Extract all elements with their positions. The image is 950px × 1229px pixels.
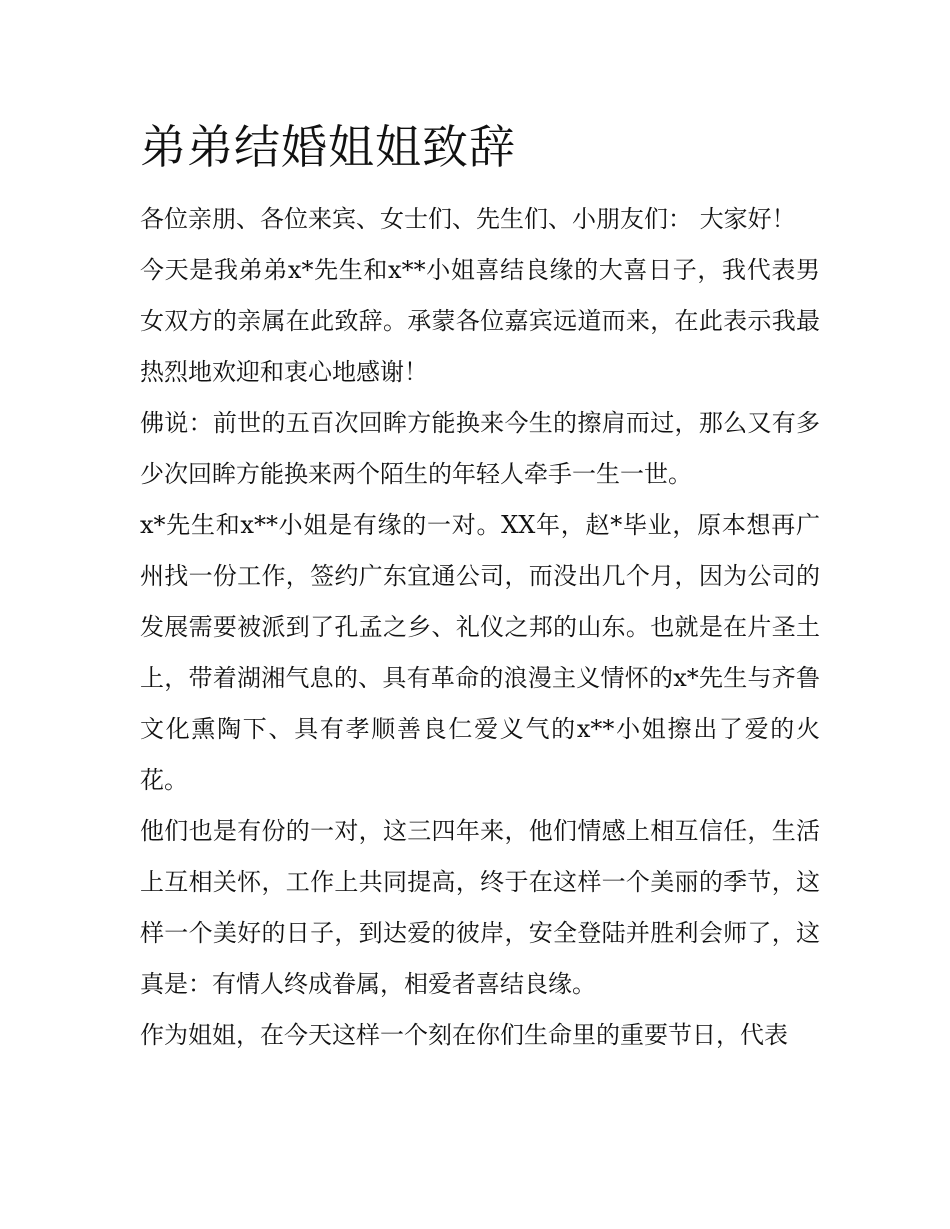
- paragraph-greeting: 各位亲朋、各位来宾、女士们、先生们、小朋友们： 大家好！: [140, 205, 796, 233]
- paragraph-relationship: 他们也是有份的一对，这三四年来，他们情感上相互信任，生活上互相关怀，工作上共同提高，终于在这样一个美丽的季节，这样一个美好的日子，到达爱的彼岸，安全登陆并胜利会师了，这真是：有情人终成眷属，相爱者喜结良缘。: [140, 817, 820, 998]
- paragraph-sister-wishes: 作为姐姐，在今天这样一个刻在你们生命里的重要节日，代表: [140, 1021, 788, 1049]
- paragraph-couple-story: x*先生和x**小姐是有缘的一对。XX年，赵*毕业，原本想再广州找一份工作，签约广东宜通公司，而没出几个月，因为公司的发展需要被派到了孔孟之乡、礼仪之邦的山东。也就是在片圣土上，带着湖湘气息的、具有革命的浪漫主义情怀的x*先生与齐鲁文化熏陶下、具有孝顺善良仁爱义气的x**小姐擦出了爱的火花。: [140, 511, 820, 794]
- document-page: [140, 112, 820, 1061]
- document-title: 弟弟结婚姐姐致辞: [140, 120, 516, 174]
- paragraph-buddha-saying: 佛说：前世的五百次回眸方能换来今生的擦肩而过，那么又有多少次回眸方能换来两个陌生的年轻人牵手一生一世。: [140, 409, 820, 488]
- paragraph-welcome: 今天是我弟弟x*先生和x**小姐喜结良缘的大喜日子，我代表男女双方的亲属在此致辞。承蒙各位嘉宾远道而来，在此表示我最热烈地欢迎和衷心地感谢！: [140, 256, 820, 386]
